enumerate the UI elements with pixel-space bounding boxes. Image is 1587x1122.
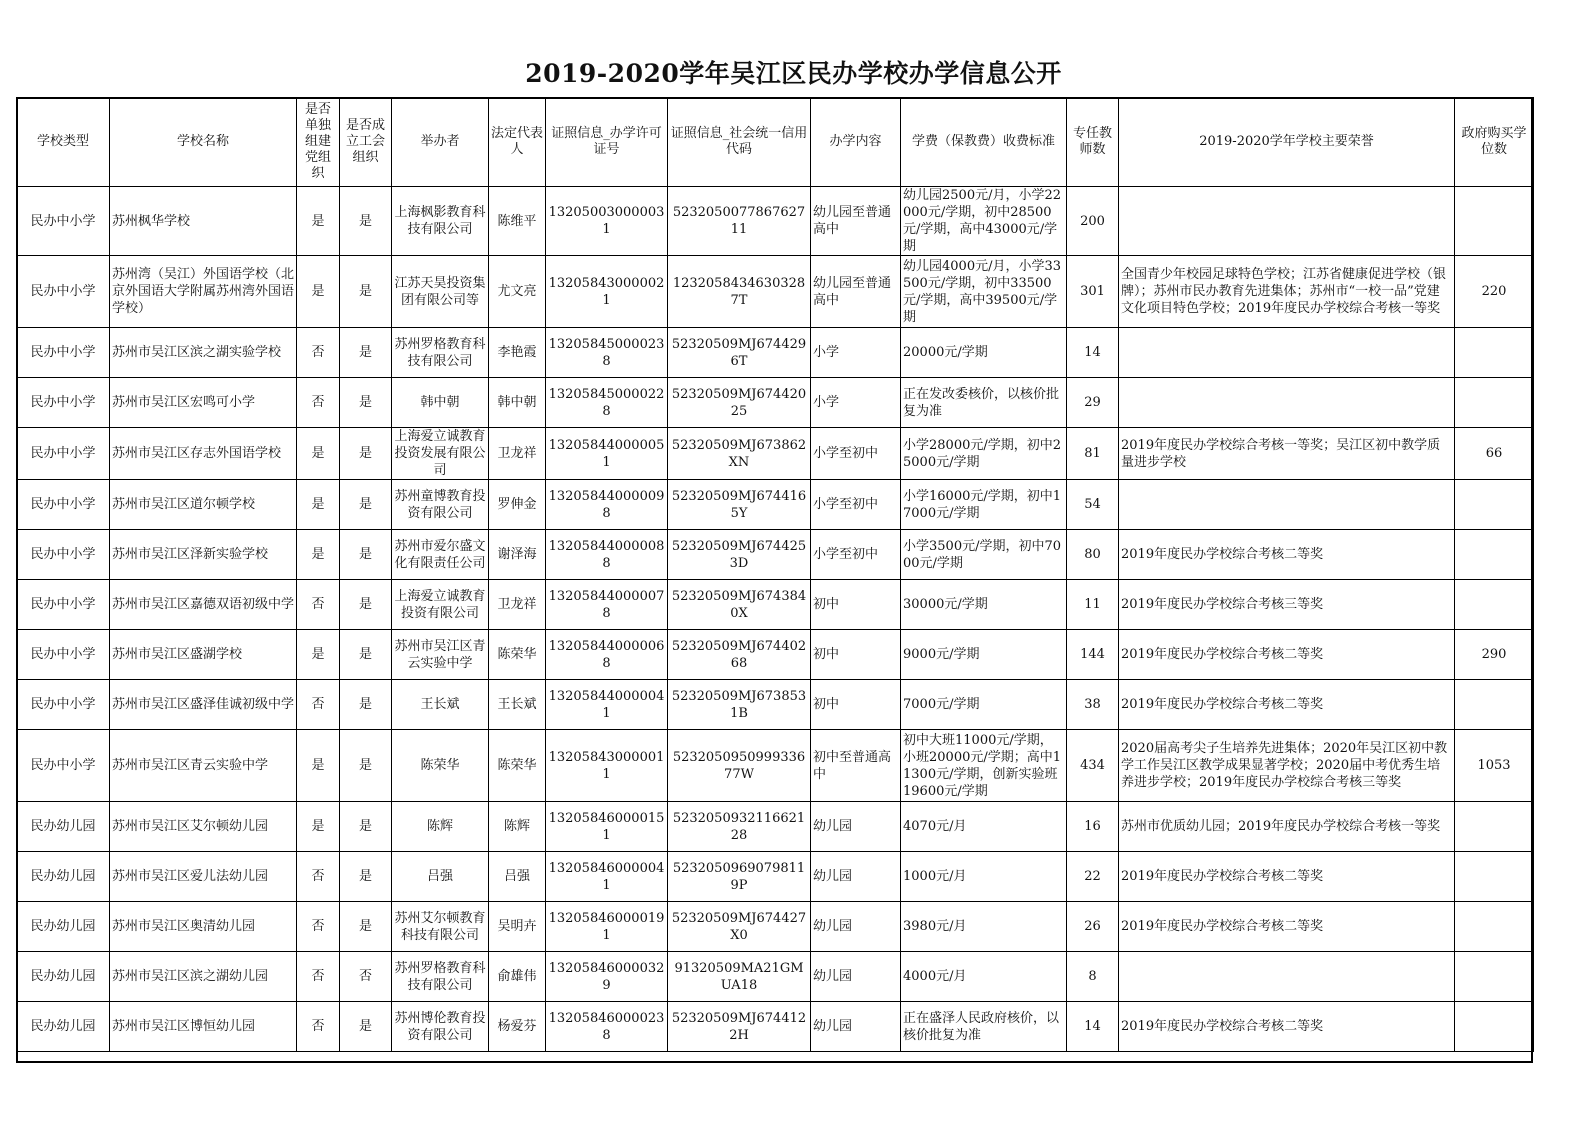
fee-cell: 1000元/月 xyxy=(901,852,1067,902)
gov-seats-cell: 66 xyxy=(1455,428,1534,480)
union-org-cell: 是 xyxy=(340,1002,392,1052)
party-org-cell: 否 xyxy=(297,952,340,1002)
sponsor-cell: 苏州罗格教育科技有限公司 xyxy=(392,952,489,1002)
sponsor-cell: 苏州罗格教育科技有限公司 xyxy=(392,328,489,378)
party-org-cell: 否 xyxy=(297,902,340,952)
table-row xyxy=(17,580,1534,630)
school-type-cell: 民办幼儿园 xyxy=(17,902,110,952)
content-cell: 幼儿园至普通高中 xyxy=(811,187,901,256)
fee-cell: 小学3500元/学期，初中7000元/学期 xyxy=(901,530,1067,580)
gov-seats-cell xyxy=(1455,480,1534,530)
table-row xyxy=(17,187,1534,256)
party-org-cell: 否 xyxy=(297,328,340,378)
union-org-cell: 是 xyxy=(340,530,392,580)
legal-rep-cell: 尤文亮 xyxy=(489,256,546,328)
header-teacher-count: 专任教师数 xyxy=(1067,98,1119,187)
teacher-count-cell: 38 xyxy=(1067,680,1119,730)
fee-cell: 小学28000元/学期，初中25000元/学期 xyxy=(901,428,1067,480)
teacher-count-cell: 434 xyxy=(1067,730,1119,802)
school-type-cell: 民办幼儿园 xyxy=(17,852,110,902)
content-cell: 初中 xyxy=(811,630,901,680)
honors-cell: 2019年度民办学校综合考核二等奖 xyxy=(1119,680,1455,730)
gov-seats-cell: 220 xyxy=(1455,256,1534,328)
header-sponsor: 举办者 xyxy=(392,98,489,187)
school-name-cell: 苏州市吴江区存志外国语学校 xyxy=(110,428,297,480)
sponsor-cell: 韩中朝 xyxy=(392,378,489,428)
content-cell: 小学 xyxy=(811,378,901,428)
honors-cell xyxy=(1119,328,1455,378)
school-type-cell: 民办中小学 xyxy=(17,680,110,730)
school-name-cell: 苏州市吴江区泽新实验学校 xyxy=(110,530,297,580)
honors-cell: 苏州市优质幼儿园；2019年度民办学校综合考核一等奖 xyxy=(1119,802,1455,852)
content-cell: 小学至初中 xyxy=(811,530,901,580)
legal-rep-cell: 杨爱芬 xyxy=(489,1002,546,1052)
teacher-count-cell: 22 xyxy=(1067,852,1119,902)
header-fee-standard: 学费（保教费）收费标准 xyxy=(901,98,1067,187)
gov-seats-cell xyxy=(1455,852,1534,902)
table-header xyxy=(17,98,1534,187)
union-org-cell: 是 xyxy=(340,256,392,328)
fee-cell: 初中大班11000元/学期，小班20000元/学期；高中11300元/学期，创新实验班19600元/学期 xyxy=(901,730,1067,802)
content-cell: 小学 xyxy=(811,328,901,378)
school-name-cell: 苏州枫华学校 xyxy=(110,187,297,256)
content-cell: 初中 xyxy=(811,580,901,630)
credit-code-cell: 91320509MA21GMUA18 xyxy=(668,952,811,1002)
legal-rep-cell: 罗伸金 xyxy=(489,480,546,530)
legal-rep-cell: 俞雄伟 xyxy=(489,952,546,1002)
license-no-cell: 132058460000191 xyxy=(546,902,668,952)
legal-rep-cell: 吴明卉 xyxy=(489,902,546,952)
school-name-cell: 苏州市吴江区爱儿法幼儿园 xyxy=(110,852,297,902)
teacher-count-cell: 80 xyxy=(1067,530,1119,580)
legal-rep-cell: 陈荣华 xyxy=(489,630,546,680)
school-type-cell: 民办中小学 xyxy=(17,580,110,630)
gov-seats-cell xyxy=(1455,1002,1534,1052)
school-name-cell: 苏州市吴江区青云实验中学 xyxy=(110,730,297,802)
sponsor-cell: 王长斌 xyxy=(392,680,489,730)
teacher-count-cell: 200 xyxy=(1067,187,1119,256)
fee-cell: 4000元/月 xyxy=(901,952,1067,1002)
gov-seats-cell xyxy=(1455,328,1534,378)
content-cell: 小学至初中 xyxy=(811,480,901,530)
union-org-cell: 是 xyxy=(340,328,392,378)
honors-cell xyxy=(1119,187,1455,256)
gov-seats-cell xyxy=(1455,187,1534,256)
party-org-cell: 是 xyxy=(297,256,340,328)
license-no-cell: 132058460000151 xyxy=(546,802,668,852)
content-cell: 幼儿园 xyxy=(811,952,901,1002)
teacher-count-cell: 144 xyxy=(1067,630,1119,680)
honors-cell: 2019年度民办学校综合考核二等奖 xyxy=(1119,530,1455,580)
legal-rep-cell: 谢泽海 xyxy=(489,530,546,580)
credit-code-cell: 52320509MJ674427X0 xyxy=(668,902,811,952)
content-cell: 初中 xyxy=(811,680,901,730)
license-no-cell: 132058440000051 xyxy=(546,428,668,480)
content-cell: 幼儿园至普通高中 xyxy=(811,256,901,328)
table-row xyxy=(17,480,1534,530)
union-org-cell: 是 xyxy=(340,428,392,480)
legal-rep-cell: 陈辉 xyxy=(489,802,546,852)
honors-cell: 2019年度民办学校综合考核一等奖；吴江区初中教学质量进步学校 xyxy=(1119,428,1455,480)
school-type-cell: 民办中小学 xyxy=(17,530,110,580)
sponsor-cell: 上海爱立诚教育投资有限公司 xyxy=(392,580,489,630)
header-legal-rep: 法定代表人 xyxy=(489,98,546,187)
school-type-cell: 民办幼儿园 xyxy=(17,802,110,852)
credit-code-cell: 523205007786762711 xyxy=(668,187,811,256)
fee-cell: 正在发改委核价，以核价批复为准 xyxy=(901,378,1067,428)
legal-rep-cell: 卫龙祥 xyxy=(489,580,546,630)
teacher-count-cell: 81 xyxy=(1067,428,1119,480)
union-org-cell: 否 xyxy=(340,952,392,1002)
gov-seats-cell xyxy=(1455,680,1534,730)
content-cell: 小学至初中 xyxy=(811,428,901,480)
sponsor-cell: 苏州童博教育投资有限公司 xyxy=(392,480,489,530)
party-org-cell: 否 xyxy=(297,580,340,630)
credit-code-cell: 52320509MJ6744253D xyxy=(668,530,811,580)
table-row xyxy=(17,630,1534,680)
fee-cell: 正在盛泽人民政府核价，以核价批复为准 xyxy=(901,1002,1067,1052)
teacher-count-cell: 26 xyxy=(1067,902,1119,952)
school-type-cell: 民办中小学 xyxy=(17,256,110,328)
header-license-no: 证照信息_办学许可证号 xyxy=(546,98,668,187)
party-org-cell: 是 xyxy=(297,730,340,802)
table-body xyxy=(17,187,1534,1052)
school-name-cell: 苏州市吴江区宏鸣可小学 xyxy=(110,378,297,428)
license-no-cell: 132058460000238 xyxy=(546,1002,668,1052)
gov-seats-cell: 1053 xyxy=(1455,730,1534,802)
table-row xyxy=(17,952,1534,1002)
school-type-cell: 民办幼儿园 xyxy=(17,952,110,1002)
fee-cell: 7000元/学期 xyxy=(901,680,1067,730)
school-type-cell: 民办中小学 xyxy=(17,428,110,480)
legal-rep-cell: 陈荣华 xyxy=(489,730,546,802)
union-org-cell: 是 xyxy=(340,852,392,902)
license-no-cell: 132058430000011 xyxy=(546,730,668,802)
union-org-cell: 是 xyxy=(340,187,392,256)
credit-code-cell: 52320509690798119P xyxy=(668,852,811,902)
legal-rep-cell: 陈维平 xyxy=(489,187,546,256)
honors-cell: 2019年度民办学校综合考核二等奖 xyxy=(1119,1002,1455,1052)
license-no-cell: 132058440000078 xyxy=(546,580,668,630)
sponsor-cell: 陈辉 xyxy=(392,802,489,852)
sponsor-cell: 吕强 xyxy=(392,852,489,902)
license-no-cell: 132050030000031 xyxy=(546,187,668,256)
union-org-cell: 是 xyxy=(340,378,392,428)
table-row xyxy=(17,530,1534,580)
fee-cell: 4070元/月 xyxy=(901,802,1067,852)
credit-code-cell: 52320509MJ67442025 xyxy=(668,378,811,428)
table-row xyxy=(17,328,1534,378)
table-row xyxy=(17,852,1534,902)
license-no-cell: 132058440000098 xyxy=(546,480,668,530)
sponsor-cell: 苏州市爱尔盛文化有限责任公司 xyxy=(392,530,489,580)
table-row xyxy=(17,1002,1534,1052)
party-org-cell: 否 xyxy=(297,378,340,428)
fee-cell: 3980元/月 xyxy=(901,902,1067,952)
union-org-cell: 是 xyxy=(340,680,392,730)
table-row xyxy=(17,802,1534,852)
legal-rep-cell: 李艳霞 xyxy=(489,328,546,378)
union-org-cell: 是 xyxy=(340,802,392,852)
page-title: 2019-2020学年吴江区民办学校办学信息公开 xyxy=(525,59,1062,88)
gov-seats-cell xyxy=(1455,530,1534,580)
honors-cell: 2019年度民办学校综合考核二等奖 xyxy=(1119,902,1455,952)
sponsor-cell: 上海枫影教育科技有限公司 xyxy=(392,187,489,256)
teacher-count-cell: 16 xyxy=(1067,802,1119,852)
license-no-cell: 132058440000041 xyxy=(546,680,668,730)
credit-code-cell: 52320509MJ6744296T xyxy=(668,328,811,378)
teacher-count-cell: 301 xyxy=(1067,256,1119,328)
teacher-count-cell: 14 xyxy=(1067,1002,1119,1052)
content-cell: 初中至普通高中 xyxy=(811,730,901,802)
teacher-count-cell: 8 xyxy=(1067,952,1119,1002)
table-row xyxy=(17,428,1534,480)
header-party-org: 是否单独组建党组织 xyxy=(297,98,340,187)
fee-cell: 20000元/学期 xyxy=(901,328,1067,378)
header-union-org: 是否成立工会组织 xyxy=(340,98,392,187)
header-school-type: 学校类型 xyxy=(17,98,110,187)
school-name-cell: 苏州市吴江区艾尔顿幼儿园 xyxy=(110,802,297,852)
license-no-cell: 132058450000238 xyxy=(546,328,668,378)
school-type-cell: 民办幼儿园 xyxy=(17,1002,110,1052)
legal-rep-cell: 韩中朝 xyxy=(489,378,546,428)
party-org-cell: 否 xyxy=(297,852,340,902)
content-cell: 幼儿园 xyxy=(811,1002,901,1052)
gov-seats-cell xyxy=(1455,378,1534,428)
fee-cell: 9000元/学期 xyxy=(901,630,1067,680)
sponsor-cell: 江苏天昊投资集团有限公司等 xyxy=(392,256,489,328)
school-name-cell: 苏州湾（吴江）外国语学校（北京外国语大学附属苏州湾外国语学校） xyxy=(110,256,297,328)
legal-rep-cell: 卫龙祥 xyxy=(489,428,546,480)
sponsor-cell: 苏州博伦教育投资有限公司 xyxy=(392,1002,489,1052)
honors-cell: 全国青少年校园足球特色学校；江苏省健康促进学校（银牌）；苏州市民办教育先进集体；苏州市“一校一品”党建文化项目特色学校；2019年度民办学校综合考核一等奖 xyxy=(1119,256,1455,328)
header-credit-code: 证照信息_社会统一信用代码 xyxy=(668,98,811,187)
content-cell: 幼儿园 xyxy=(811,852,901,902)
honors-cell xyxy=(1119,378,1455,428)
credit-code-cell: 52320509MJ6738531B xyxy=(668,680,811,730)
credit-code-cell: 523205095099933677W xyxy=(668,730,811,802)
license-no-cell: 132058430000021 xyxy=(546,256,668,328)
credit-code-cell: 12320584346303287T xyxy=(668,256,811,328)
credit-code-cell: 523205093211662128 xyxy=(668,802,811,852)
school-type-cell: 民办中小学 xyxy=(17,328,110,378)
honors-cell xyxy=(1119,480,1455,530)
teacher-count-cell: 14 xyxy=(1067,328,1119,378)
legal-rep-cell: 吕强 xyxy=(489,852,546,902)
union-org-cell: 是 xyxy=(340,480,392,530)
sponsor-cell: 陈荣华 xyxy=(392,730,489,802)
school-type-cell: 民办中小学 xyxy=(17,378,110,428)
credit-code-cell: 52320509MJ673862XN xyxy=(668,428,811,480)
table-row xyxy=(17,902,1534,952)
party-org-cell: 否 xyxy=(297,680,340,730)
table-row xyxy=(17,730,1534,802)
school-type-cell: 民办中小学 xyxy=(17,187,110,256)
credit-code-cell: 52320509MJ6744165Y xyxy=(668,480,811,530)
header-content: 办学内容 xyxy=(811,98,901,187)
school-name-cell: 苏州市吴江区滨之湖实验学校 xyxy=(110,328,297,378)
school-name-cell: 苏州市吴江区滨之湖幼儿园 xyxy=(110,952,297,1002)
party-org-cell: 否 xyxy=(297,1002,340,1052)
party-org-cell: 是 xyxy=(297,187,340,256)
school-name-cell: 苏州市吴江区盛湖学校 xyxy=(110,630,297,680)
honors-cell xyxy=(1119,952,1455,1002)
gov-seats-cell xyxy=(1455,902,1534,952)
school-type-cell: 民办中小学 xyxy=(17,480,110,530)
school-name-cell: 苏州市吴江区嘉德双语初级中学 xyxy=(110,580,297,630)
table-row xyxy=(17,378,1534,428)
union-org-cell: 是 xyxy=(340,580,392,630)
fee-cell: 幼儿园4000元/月，小学33500元/学期，初中33500元/学期，高中39500元/学期 xyxy=(901,256,1067,328)
union-org-cell: 是 xyxy=(340,630,392,680)
content-cell: 幼儿园 xyxy=(811,802,901,852)
honors-cell: 2020届高考尖子生培养先进集体；2020年吴江区初中教学工作吴江区教学成果显著学校；2020届中考优秀生培养进步学校；2019年度民办学校综合考核三等奖 xyxy=(1119,730,1455,802)
school-info-table xyxy=(16,97,1534,1052)
honors-cell: 2019年度民办学校综合考核三等奖 xyxy=(1119,580,1455,630)
school-name-cell: 苏州市吴江区道尔顿学校 xyxy=(110,480,297,530)
teacher-count-cell: 54 xyxy=(1067,480,1119,530)
license-no-cell: 132058440000088 xyxy=(546,530,668,580)
union-org-cell: 是 xyxy=(340,730,392,802)
gov-seats-cell xyxy=(1455,952,1534,1002)
header-row xyxy=(17,98,1534,187)
legal-rep-cell: 王长斌 xyxy=(489,680,546,730)
gov-seats-cell xyxy=(1455,580,1534,630)
credit-code-cell: 52320509MJ6744122H xyxy=(668,1002,811,1052)
gov-seats-cell xyxy=(1455,802,1534,852)
license-no-cell: 132058460000329 xyxy=(546,952,668,1002)
party-org-cell: 是 xyxy=(297,530,340,580)
teacher-count-cell: 29 xyxy=(1067,378,1119,428)
table-row xyxy=(17,256,1534,328)
license-no-cell: 132058450000228 xyxy=(546,378,668,428)
header-school-name: 学校名称 xyxy=(110,98,297,187)
gov-seats-cell: 290 xyxy=(1455,630,1534,680)
party-org-cell: 是 xyxy=(297,630,340,680)
table-row xyxy=(17,680,1534,730)
credit-code-cell: 52320509MJ67440268 xyxy=(668,630,811,680)
party-org-cell: 是 xyxy=(297,480,340,530)
party-org-cell: 是 xyxy=(297,428,340,480)
school-name-cell: 苏州市吴江区奥清幼儿园 xyxy=(110,902,297,952)
honors-cell: 2019年度民办学校综合考核二等奖 xyxy=(1119,630,1455,680)
fee-cell: 幼儿园2500元/月，小学22000元/学期，初中28500元/学期，高中43000元/学期 xyxy=(901,187,1067,256)
sponsor-cell: 苏州艾尔顿教育科技有限公司 xyxy=(392,902,489,952)
fee-cell: 小学16000元/学期，初中17000元/学期 xyxy=(901,480,1067,530)
header-honors: 2019-2020学年学校主要荣誉 xyxy=(1119,98,1455,187)
license-no-cell: 132058440000068 xyxy=(546,630,668,680)
union-org-cell: 是 xyxy=(340,902,392,952)
school-name-cell: 苏州市吴江区盛泽佳诚初级中学 xyxy=(110,680,297,730)
school-name-cell: 苏州市吴江区博恒幼儿园 xyxy=(110,1002,297,1052)
honors-cell: 2019年度民办学校综合考核二等奖 xyxy=(1119,852,1455,902)
party-org-cell: 是 xyxy=(297,802,340,852)
sponsor-cell: 上海爱立诚教育投资发展有限公司 xyxy=(392,428,489,480)
teacher-count-cell: 11 xyxy=(1067,580,1119,630)
credit-code-cell: 52320509MJ6743840X xyxy=(668,580,811,630)
school-type-cell: 民办中小学 xyxy=(17,730,110,802)
fee-cell: 30000元/学期 xyxy=(901,580,1067,630)
school-type-cell: 民办中小学 xyxy=(17,630,110,680)
license-no-cell: 132058460000041 xyxy=(546,852,668,902)
content-cell: 幼儿园 xyxy=(811,902,901,952)
sponsor-cell: 苏州市吴江区青云实验中学 xyxy=(392,630,489,680)
header-gov-seats: 政府购买学位数 xyxy=(1455,98,1534,187)
